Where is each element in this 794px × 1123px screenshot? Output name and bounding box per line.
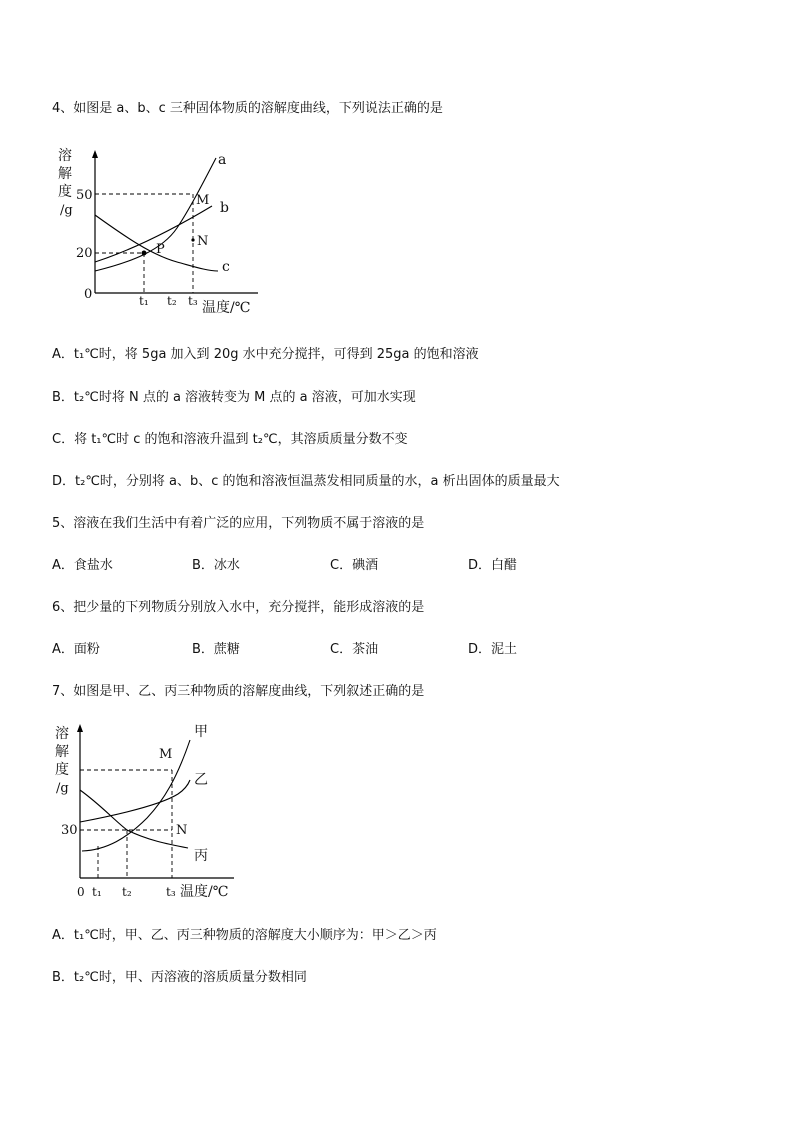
- q4-option-d: D．t₂℃时，分别将 a、b、c 的饱和溶液恒温蒸发相同质量的水，a 析出固体的质量最大: [52, 474, 560, 489]
- q7-ylabel-1: 溶: [55, 726, 69, 742]
- q4-ylabel-2: 解: [58, 166, 72, 182]
- q7-label-bing: 丙: [194, 848, 208, 864]
- q4-xtick-t2: t₂: [167, 294, 177, 308]
- q7-label-m: M: [159, 747, 173, 762]
- q7-option-a: A．t₁℃时，甲、乙、丙三种物质的溶解度大小顺序为：甲＞乙＞丙: [52, 928, 437, 943]
- q4-label-m: M: [196, 193, 210, 208]
- q7-label-jia: 甲: [194, 724, 208, 740]
- q7-xlabel: 温度/℃: [180, 884, 229, 900]
- q7-label-n: N: [176, 823, 188, 838]
- q6-option-b: B．蔗糖: [192, 642, 240, 657]
- q4-ylabel-3: 度: [58, 184, 72, 200]
- q4-label-b: b: [220, 200, 229, 216]
- q6-stem: 6、把少量的下列物质分别放入水中，充分搅拌，能形成溶液的是: [52, 600, 425, 615]
- q4-xtick-t1: t₁: [139, 294, 149, 308]
- q4-ytick-20: 20: [76, 246, 93, 261]
- q4-option-a: A．t₁℃时，将 5ga 加入到 20g 水中充分搅拌，可得到 25ga 的饱和溶液: [52, 347, 479, 362]
- q7-xtick-t1: t₁: [92, 885, 102, 899]
- q7-xtick-0: 0: [77, 885, 85, 899]
- q5-option-b: B．冰水: [192, 558, 240, 573]
- q4-curve-b: [95, 206, 212, 262]
- q7-curve-yi: [80, 780, 190, 822]
- q5-option-a: A．食盐水: [52, 558, 113, 573]
- q4-xtick-t3: t₃: [188, 294, 198, 308]
- q4-label-a: a: [218, 152, 227, 168]
- q7-stem: 7、如图是甲、乙、丙三种物质的溶解度曲线，下列叙述正确的是: [52, 684, 425, 699]
- q7-ylabel-3: 度: [55, 762, 69, 778]
- q6-option-c: C．茶油: [330, 642, 379, 657]
- q4-option-b: B．t₂℃时将 N 点的 a 溶液转变为 M 点的 a 溶液，可加水实现: [52, 390, 416, 405]
- q4-stem: 4、如图是 a、b、c 三种固体物质的溶解度曲线，下列说法正确的是: [52, 101, 443, 116]
- q4-label-p: P: [156, 242, 165, 257]
- q7-ylabel-2: 解: [55, 744, 69, 760]
- q4-point-p-marker: [142, 251, 147, 256]
- q7-option-b: B．t₂℃时，甲、丙溶液的溶质质量分数相同: [52, 970, 307, 985]
- q7-xtick-t2: t₂: [122, 885, 132, 899]
- q4-label-c: c: [222, 259, 230, 275]
- q7-solubility-chart: [52, 718, 242, 903]
- q7-xtick-t3: t₃: [166, 885, 176, 899]
- q6-option-d: D．泥土: [468, 642, 518, 657]
- q4-ylabel-1: 溶: [58, 148, 72, 164]
- q4-label-n: N: [197, 234, 209, 249]
- q4-option-c: C．将 t₁℃时 c 的饱和溶液升温到 t₂℃，其溶质质量分数不变: [52, 432, 408, 447]
- q7-label-yi: 乙: [194, 772, 208, 788]
- q5-option-c: C．碘酒: [330, 558, 379, 573]
- q4-ylabel-4: /g: [60, 203, 73, 218]
- q5-option-d: D．白醋: [468, 558, 518, 573]
- q4-solubility-chart: [52, 140, 262, 320]
- q4-xlabel: 温度/℃: [202, 300, 251, 316]
- q4-ytick-0: 0: [84, 287, 93, 302]
- q6-option-a: A．面粉: [52, 642, 100, 657]
- q5-stem: 5、溶液在我们生活中有着广泛的应用，下列物质不属于溶液的是: [52, 516, 425, 531]
- q7-ylabel-4: /g: [56, 781, 69, 796]
- q4-ytick-50: 50: [76, 188, 93, 203]
- q7-ytick-30: 30: [61, 823, 78, 838]
- q4-point-n-marker: [191, 238, 194, 241]
